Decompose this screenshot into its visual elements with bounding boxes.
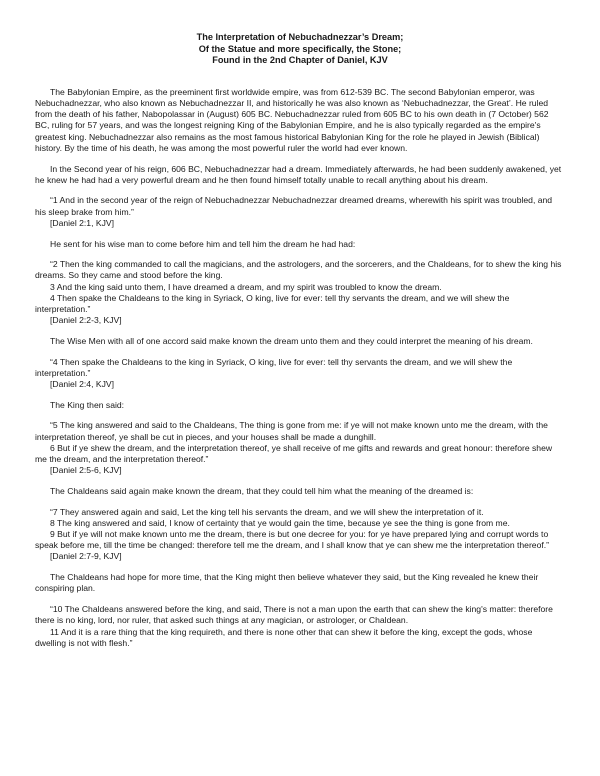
document-page [35, 32, 565, 658]
title-line-2: Of the Statue and more specifically, the Stone; [198, 43, 402, 54]
verse-text: 6 But if ye shew the dream, and the interpretation thereof, ye shall receive of me gifts and rewards and great honour: therefore shew me the dream, and the interpretation thereof.” [35, 442, 553, 465]
paragraph-wise-man: He sent for his wise man to come before him and tell him the dream he had had: [50, 238, 356, 249]
document-title [35, 32, 565, 67]
verse-text: “1 And in the second year of the reign of Nebuchadnezzar Nebuchadnezzar dreamed dreams, wherewith his spirit was troubled, and his sleep brake from him.” [35, 195, 553, 217]
scripture-quote-daniel-2-4 [35, 357, 565, 391]
verse-text: 3 And the king said unto them, I have dreamed a dream, and my spirit was troubled to know the dream. [50, 281, 442, 292]
verse-text: “2 Then the king commanded to call the magicians, and the astrologers, and the sorcerers, and the Chaldeans, for to shew the king his dreams. So they came and stood before the king. [35, 259, 562, 281]
verse-text: “5 The king answered and said to the Chaldeans, The thing is gone from me: if ye will not make known unto me the dream, with the interpretation thereof, ye shall be cut in pieces, and your houses shall be made a dunghill. [35, 420, 548, 442]
title-line-3: Found in the 2nd Chapter of Daniel, KJV [212, 55, 388, 66]
scripture-quote-daniel-2-10-11 [35, 604, 565, 649]
scripture-quote-daniel-2-7-9 [35, 507, 565, 563]
paragraph-chaldeans-again: The Chaldeans said again make known the dream, that they could tell him what the meaning of the dreamed is: [50, 485, 474, 496]
paragraph-babylonian-empire: The Babylonian Empire, as the preeminent first worldwide empire, was from 612-539 BC. The second Babylonian emperor, was Nebuchadnezzar, who also known as Nebuchadnezzar II, and historically he was also known as ‘Nebuchadnezzar, the Great’. He ruled from the death of his father, Nabopolassar in (August) 605 BC. Nebuchadnezzar ruled from 605 BC to his own death in (7 October) 562 BC, ruling for 57 years, and was the longest reigning King of the Babylonian Empire, and he is also typically regarded as the empire's greatest king. Nebuchadnezzar also remains as the most famous historical Babylonian King for the role he played in Jewish (Biblical) history. By the time of his death, he was among the most powerful ruler the world had ever known. [35, 86, 549, 153]
paragraph-second-year: In the Second year of his reign, 606 BC, Nebuchadnezzar had a dream. Immediately afterwards, he had been suddenly awakened, yet he knew he had had a very powerful dream and he then found himself totally unable to recall anything about his dream. [35, 163, 562, 185]
scripture-quote-daniel-2-1 [35, 195, 565, 229]
verse-text: 11 And it is a rare thing that the king requireth, and there is none other that can shew it before the king, except the gods, whose dwelling is not with flesh.” [35, 626, 533, 648]
verse-text: 8 The king answered and said, I know of certainty that ye would gain the time, because ye see the thing is gone from me. [50, 517, 510, 528]
verse-text: 9 But if ye will not make known unto me the dream, there is but one decree for you: for ye have prepared lying and corrupt words to speak before me, till the time be changed: therefore tell me the dream, and I shall know that ye can shew me the interpretation thereof.” [35, 529, 549, 551]
verse-text: 4 Then spake the Chaldeans to the king in Syriack, O king, live for ever: tell thy servants the dream, and we will shew the interpretation.” [35, 292, 510, 315]
scripture-quote-daniel-2-2-3 [35, 259, 565, 326]
verse-reference: [Daniel 2:2-3, KJV] [50, 315, 122, 326]
verse-text: “7 They answered again and said, Let the king tell his servants the dream, and we will shew the interpretation of it. [50, 506, 484, 517]
verse-reference: [Daniel 2:7-9, KJV] [50, 551, 122, 562]
verse-reference: [Daniel 2:5-6, KJV] [50, 465, 122, 476]
paragraph-king-said: The King then said: [50, 399, 125, 410]
paragraph-wise-men: The Wise Men with all of one accord said make known the dream unto them and they could interpret the meaning of his dream. [50, 335, 533, 346]
scripture-quote-daniel-2-5-6 [35, 420, 565, 476]
verse-reference: [Daniel 2:4, KJV] [50, 379, 115, 390]
verse-reference: [Daniel 2:1, KJV] [50, 217, 115, 228]
verse-text: “4 Then spake the Chaldeans to the king in Syriack, O king, live for ever: tell thy servants the dream, and we will shew the interpretation.” [35, 356, 513, 378]
verse-text: “10 The Chaldeans answered before the king, and said, There is not a man upon the earth that can shew the king's matter: therefore there is no king, lord, nor ruler, that asked such things at any magician, or astrologer, or Chaldean. [35, 604, 553, 626]
paragraph-chaldeans-hope: The Chaldeans had hope for more time, that the King might then believe whatever they said, but the King revealed he knew their conspiring plan. [35, 572, 539, 594]
title-line-1: The Interpretation of Nebuchadnezzar’s Dream; [196, 32, 404, 42]
